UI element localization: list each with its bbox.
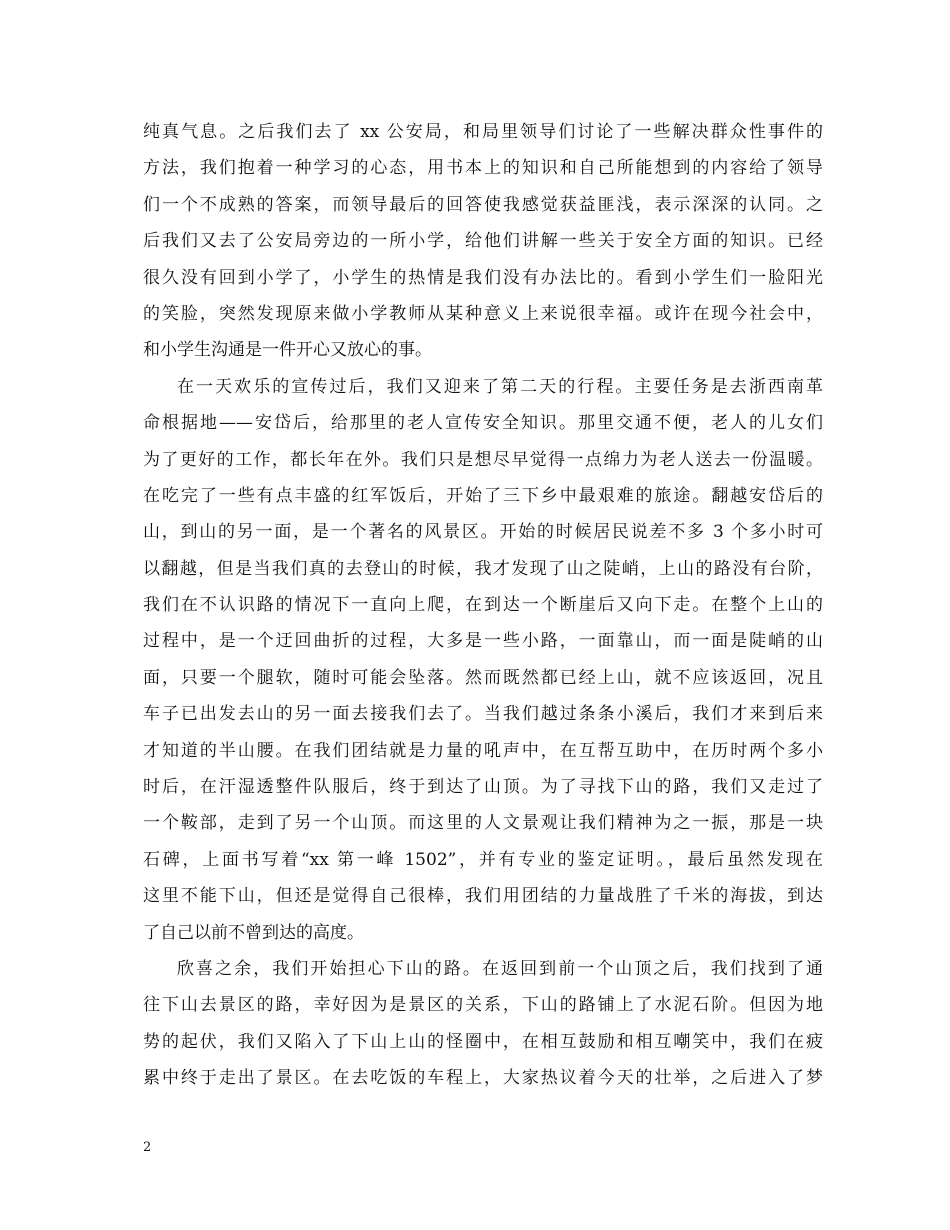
text-line: 车子已出发去山的另一面去接我们去了。当我们越过条条小溪后，我们才来到后来 [143,704,823,725]
text-line: 纯真气息。之后我们去了 xx 公安局，和局里领导们讨论了一些解决群众性事件的 [143,122,823,142]
body-text [143,114,823,1097]
text-line: 累中终于走出了景区。在去吃饭的车程上，大家热议着今天的壮举，之后进入了梦 [143,1068,823,1089]
text-line: 为了更好的工作，都长年在外。我们只是想尽早觉得一点绵力为老人送去一份温暖。 [143,449,823,470]
text-line: 在吃完了一些有点丰盛的红军饭后，开始了三下乡中最艰难的旅途。翻越安岱后的 [143,485,823,506]
text-line: 在一天欢乐的宣传过后，我们又迎来了第二天的行程。主要任务是去浙西南革 [177,376,823,397]
text-line: 我们在不认识路的情况下一直向上爬，在到达一个断崖后又向下走。在整个上山的 [143,595,823,616]
text-line: 的笑脸，突然发现原来做小学教师从某种意义上来说很幸福。或许在现今社会中， [143,303,823,324]
paragraph [143,369,823,951]
text-line: 过程中，是一个迂回曲折的过程，大多是一些小路，一面靠山，而一面是陡峭的山 [143,631,823,652]
paragraph [143,114,823,369]
text-line: 和小学生沟通是一件开心又放心的事。 [143,340,432,361]
text-line: 方法，我们抱着一种学习的心态，用书本上的知识和自己所能想到的内容给了领导 [143,158,823,179]
text-line: 这里不能下山，但还是觉得自己很棒，我们用团结的力量战胜了千米的海拔，到达 [143,886,823,907]
text-line: 时后，在汗湿透整件队服后，终于到达了山顶。为了寻找下山的路，我们又走过了 [143,777,823,798]
text-line: 一个鞍部，走到了另一个山顶。而这里的人文景观让我们精神为之一振，那是一块 [143,813,823,834]
paragraph [143,951,823,1097]
text-line: 以翻越，但是当我们真的去登山的时候，我才发现了山之陡峭，上山的路没有台阶， [143,558,823,579]
text-line: 们一个不成熟的答案，而领导最后的回答使我感觉获益匪浅，表示深深的认同。之 [143,194,823,215]
text-line: 才知道的半山腰。在我们团结就是力量的吼声中，在互帮互助中，在历时两个多小 [143,740,823,761]
text-line: 石碑，上面书写着“xx 第一峰 1502”，并有专业的鉴定证明。，最后虽然发现在 [143,849,823,870]
text-line: 欣喜之余，我们开始担心下山的路。在返回到前一个山顶之后，我们找到了通 [177,958,823,979]
text-line: 后我们又去了公安局旁边的一所小学，给他们讲解一些关于安全方面的知识。已经 [143,231,823,252]
text-line: 了自己以前不曾到达的高度。 [143,922,364,943]
text-line: 命根据地——安岱后，给那里的老人宣传安全知识。那里交通不便，老人的儿女们 [143,413,823,434]
text-line: 很久没有回到小学了，小学生的热情是我们没有办法比的。看到小学生们一脸阳光 [143,267,823,288]
text-line: 面，只要一个腿软，随时可能会坠落。然而既然都已经上山，就不应该返回，况且 [143,667,823,688]
text-line: 山，到山的另一面，是一个著名的风景区。开始的时候居民说差不多 3 个多小时可 [143,522,823,543]
text-line: 势的起伏，我们又陷入了下山上山的怪圈中，在相互鼓励和相互嘲笑中，我们在疲 [143,1031,823,1052]
text-line: 往下山去景区的路，幸好因为是景区的关系，下山的路铺上了水泥石阶。但因为地 [143,995,823,1016]
page-number: 2 [143,1140,152,1155]
